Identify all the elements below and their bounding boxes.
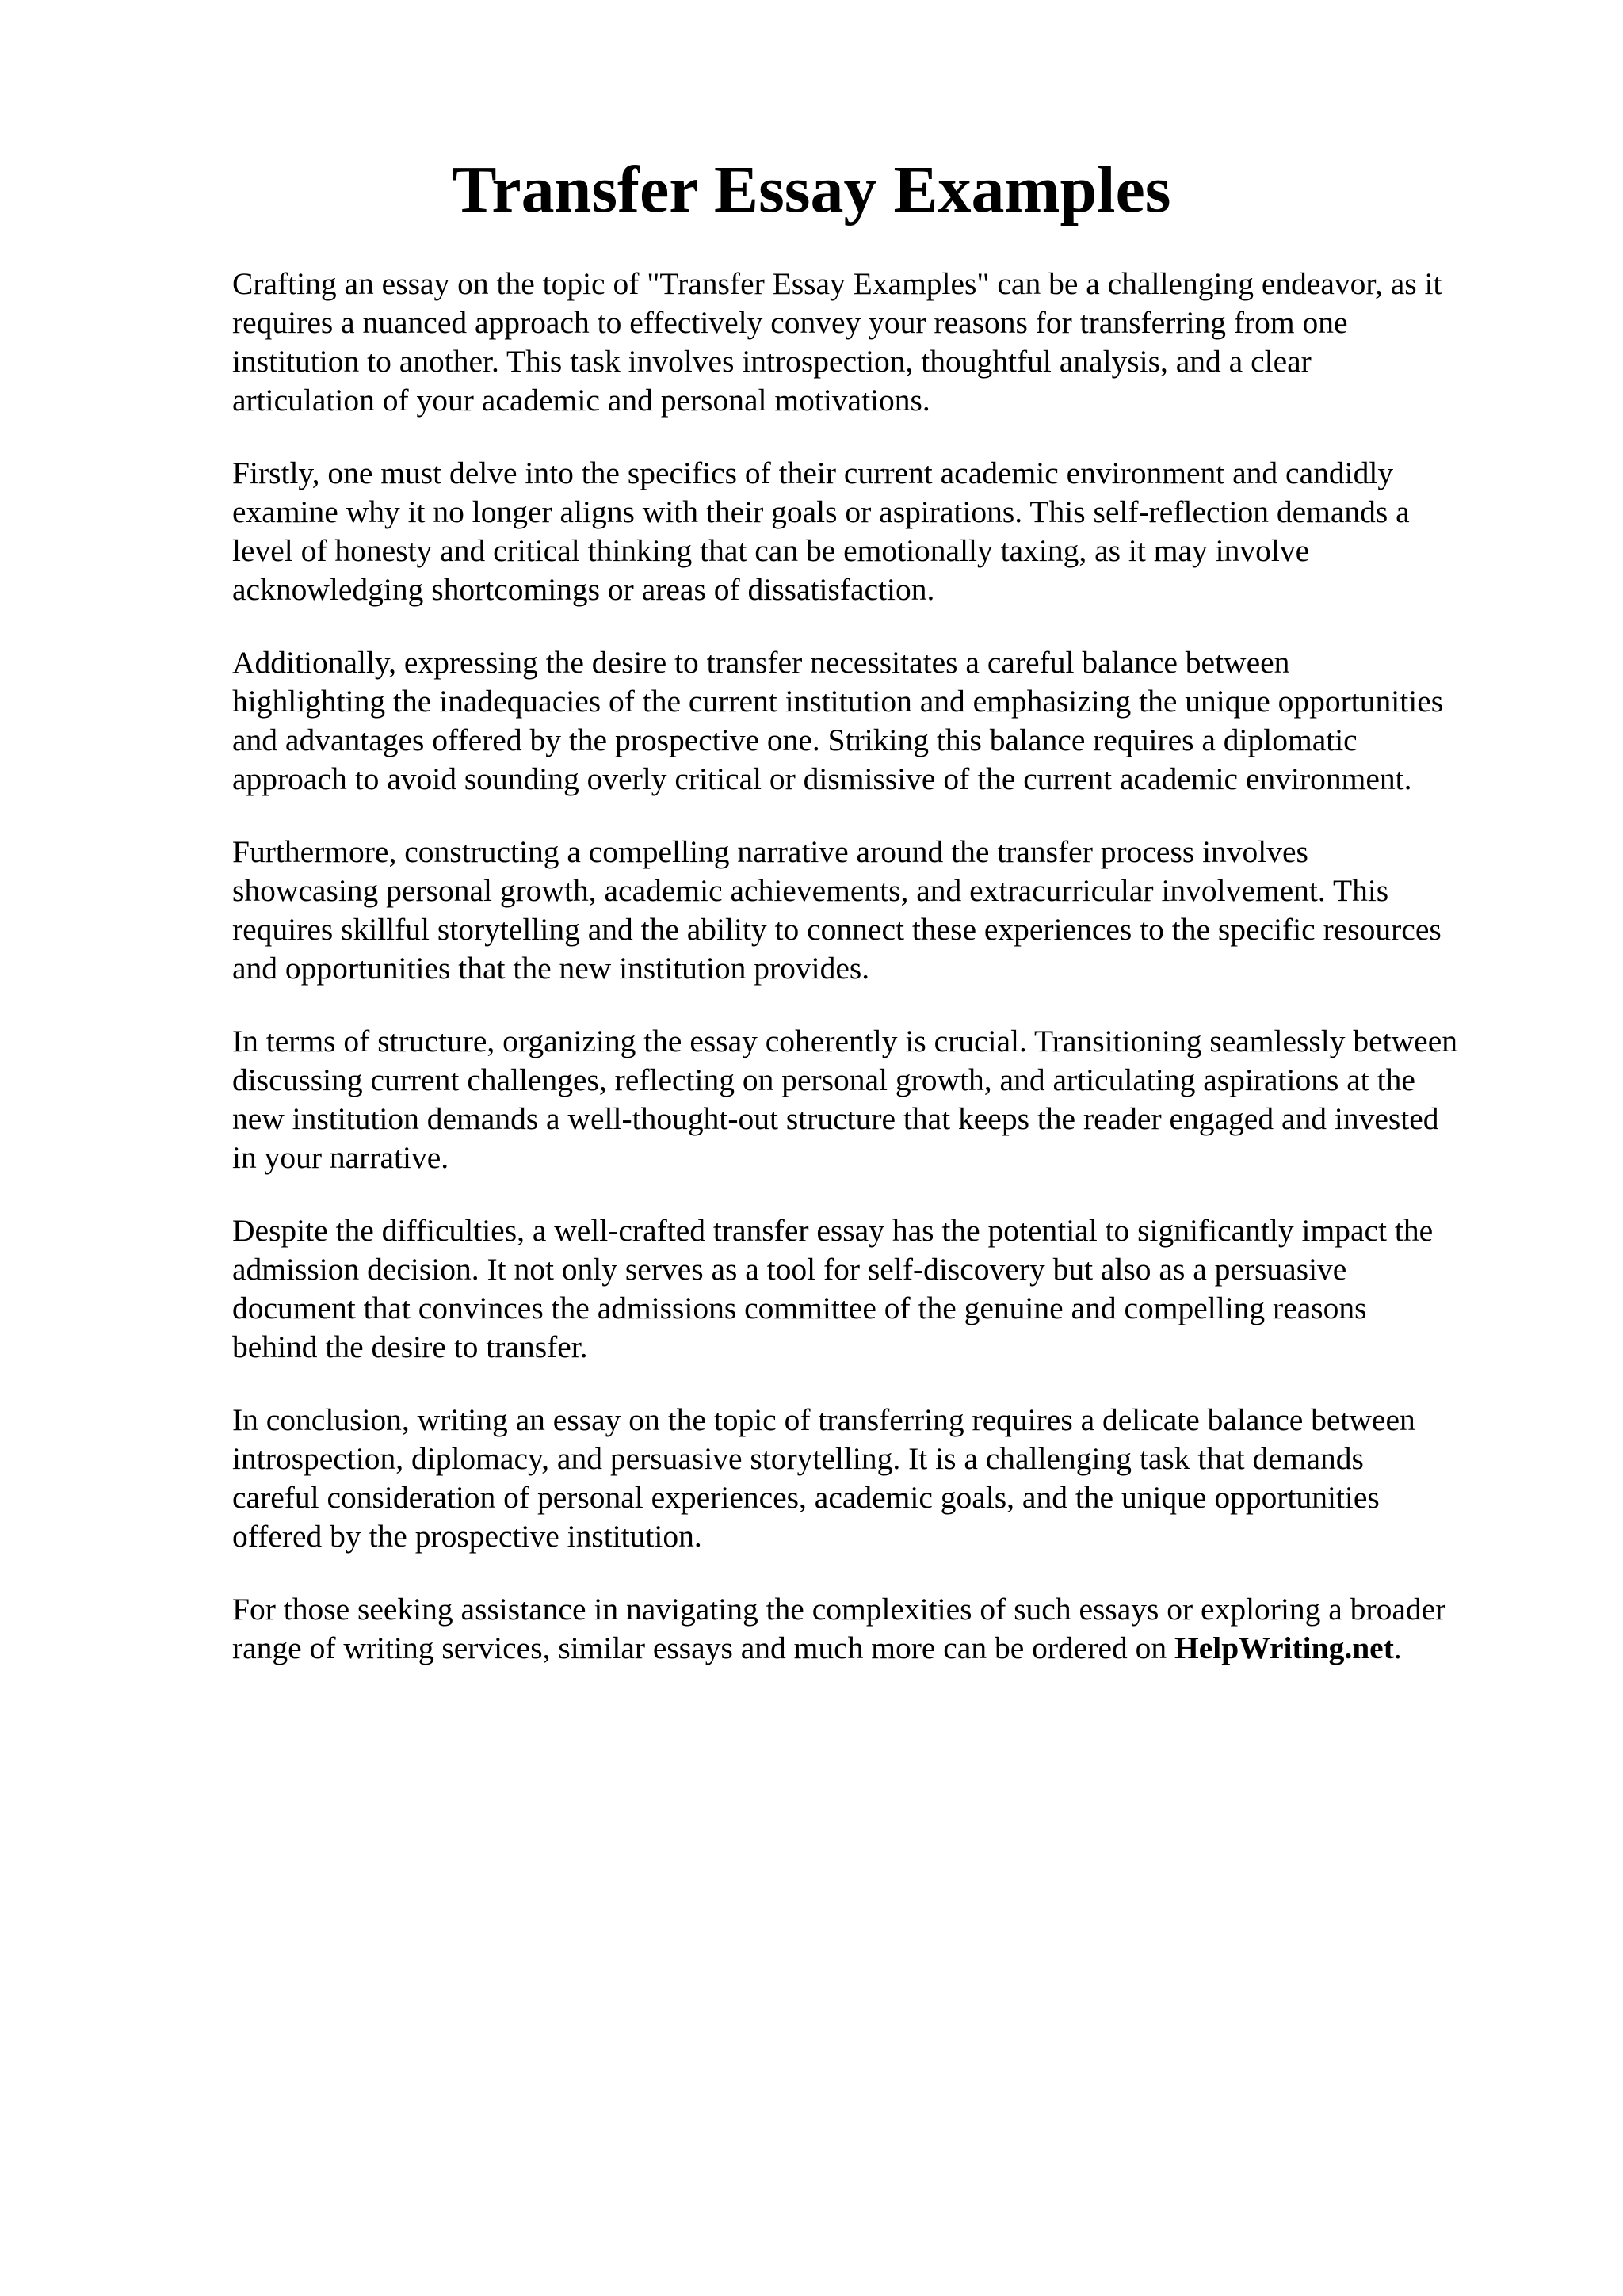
text-line: careful consideration of personal experiences, academic goals, and the unique opportunities	[232, 1480, 1380, 1515]
text-line: articulation of your academic and personal motivations.	[232, 383, 930, 418]
paragraph	[232, 643, 1564, 799]
brand-name: HelpWriting.net	[1174, 1630, 1394, 1665]
text-line: highlighting the inadequacies of the current institution and emphasizing the unique opportunities	[232, 684, 1444, 719]
text-line: institution to another. This task involves introspection, thoughtful analysis, and a clear	[232, 344, 1312, 379]
closing-prefix: range of writing services, similar essays and much more can be ordered on	[232, 1630, 1174, 1665]
text-line: Furthermore, constructing a compelling narrative around the transfer process involves	[232, 834, 1308, 869]
text-line: For those seeking assistance in navigating the complexities of such essays or exploring a broader	[232, 1592, 1446, 1627]
page-title: Transfer Essay Examples	[452, 153, 1171, 227]
paragraph	[232, 1022, 1564, 1177]
closing-paragraph	[232, 1590, 1564, 1668]
text-line: and advantages offered by the prospective one. Striking this balance requires a diplomatic	[232, 723, 1358, 757]
paragraph	[232, 833, 1564, 988]
closing-suffix: .	[1393, 1630, 1402, 1665]
paragraph	[232, 1211, 1564, 1367]
text-line: level of honesty and critical thinking that can be emotionally taxing, as it may involve	[232, 533, 1310, 568]
paragraph	[232, 454, 1564, 609]
text-line: document that convinces the admissions committee of the genuine and compelling reasons	[232, 1291, 1367, 1325]
text-line: examine why it no longer aligns with their goals or aspirations. This self-reflection demands a	[232, 494, 1410, 529]
text-line: offered by the prospective institution.	[232, 1519, 702, 1554]
text-line	[232, 1629, 1564, 1668]
text-line: discussing current challenges, reflecting on personal growth, and articulating aspirations at the	[232, 1062, 1415, 1097]
text-line: Firstly, one must delve into the specifics of their current academic environment and candidly	[232, 456, 1394, 490]
text-line: behind the desire to transfer.	[232, 1329, 588, 1364]
text-line: In terms of structure, organizing the essay coherently is crucial. Transitioning seamlessly between	[232, 1024, 1457, 1058]
text-line: approach to avoid sounding overly critical or dismissive of the current academic environment.	[232, 761, 1412, 796]
text-line: and opportunities that the new institution provides.	[232, 951, 870, 986]
text-line: In conclusion, writing an essay on the topic of transferring requires a delicate balance between	[232, 1402, 1415, 1437]
text-line: introspection, diplomacy, and persuasive storytelling. It is a challenging task that demands	[232, 1441, 1364, 1476]
text-line: admission decision. It not only serves as a tool for self-discovery but also as a persuasive	[232, 1252, 1347, 1287]
text-line: Additionally, expressing the desire to transfer necessitates a careful balance between	[232, 645, 1290, 680]
text-line: Despite the difficulties, a well-crafted transfer essay has the potential to significantly impact the	[232, 1213, 1434, 1248]
text-line: showcasing personal growth, academic achievements, and extracurricular involvement. This	[232, 873, 1389, 908]
paragraph	[232, 1401, 1564, 1556]
text-line: Crafting an essay on the topic of "Transfer Essay Examples" can be a challenging endeavor, as it	[232, 266, 1442, 301]
text-line: acknowledging shortcomings or areas of dissatisfaction.	[232, 572, 935, 607]
paragraph	[232, 265, 1564, 420]
text-line: new institution demands a well-thought-out structure that keeps the reader engaged and invested	[232, 1101, 1439, 1136]
essay-body	[232, 265, 1564, 1702]
text-line: requires a nuanced approach to effectively convey your reasons for transferring from one	[232, 305, 1348, 340]
text-line: requires skillful storytelling and the ability to connect these experiences to the specific resources	[232, 912, 1442, 947]
text-line: in your narrative.	[232, 1140, 449, 1175]
